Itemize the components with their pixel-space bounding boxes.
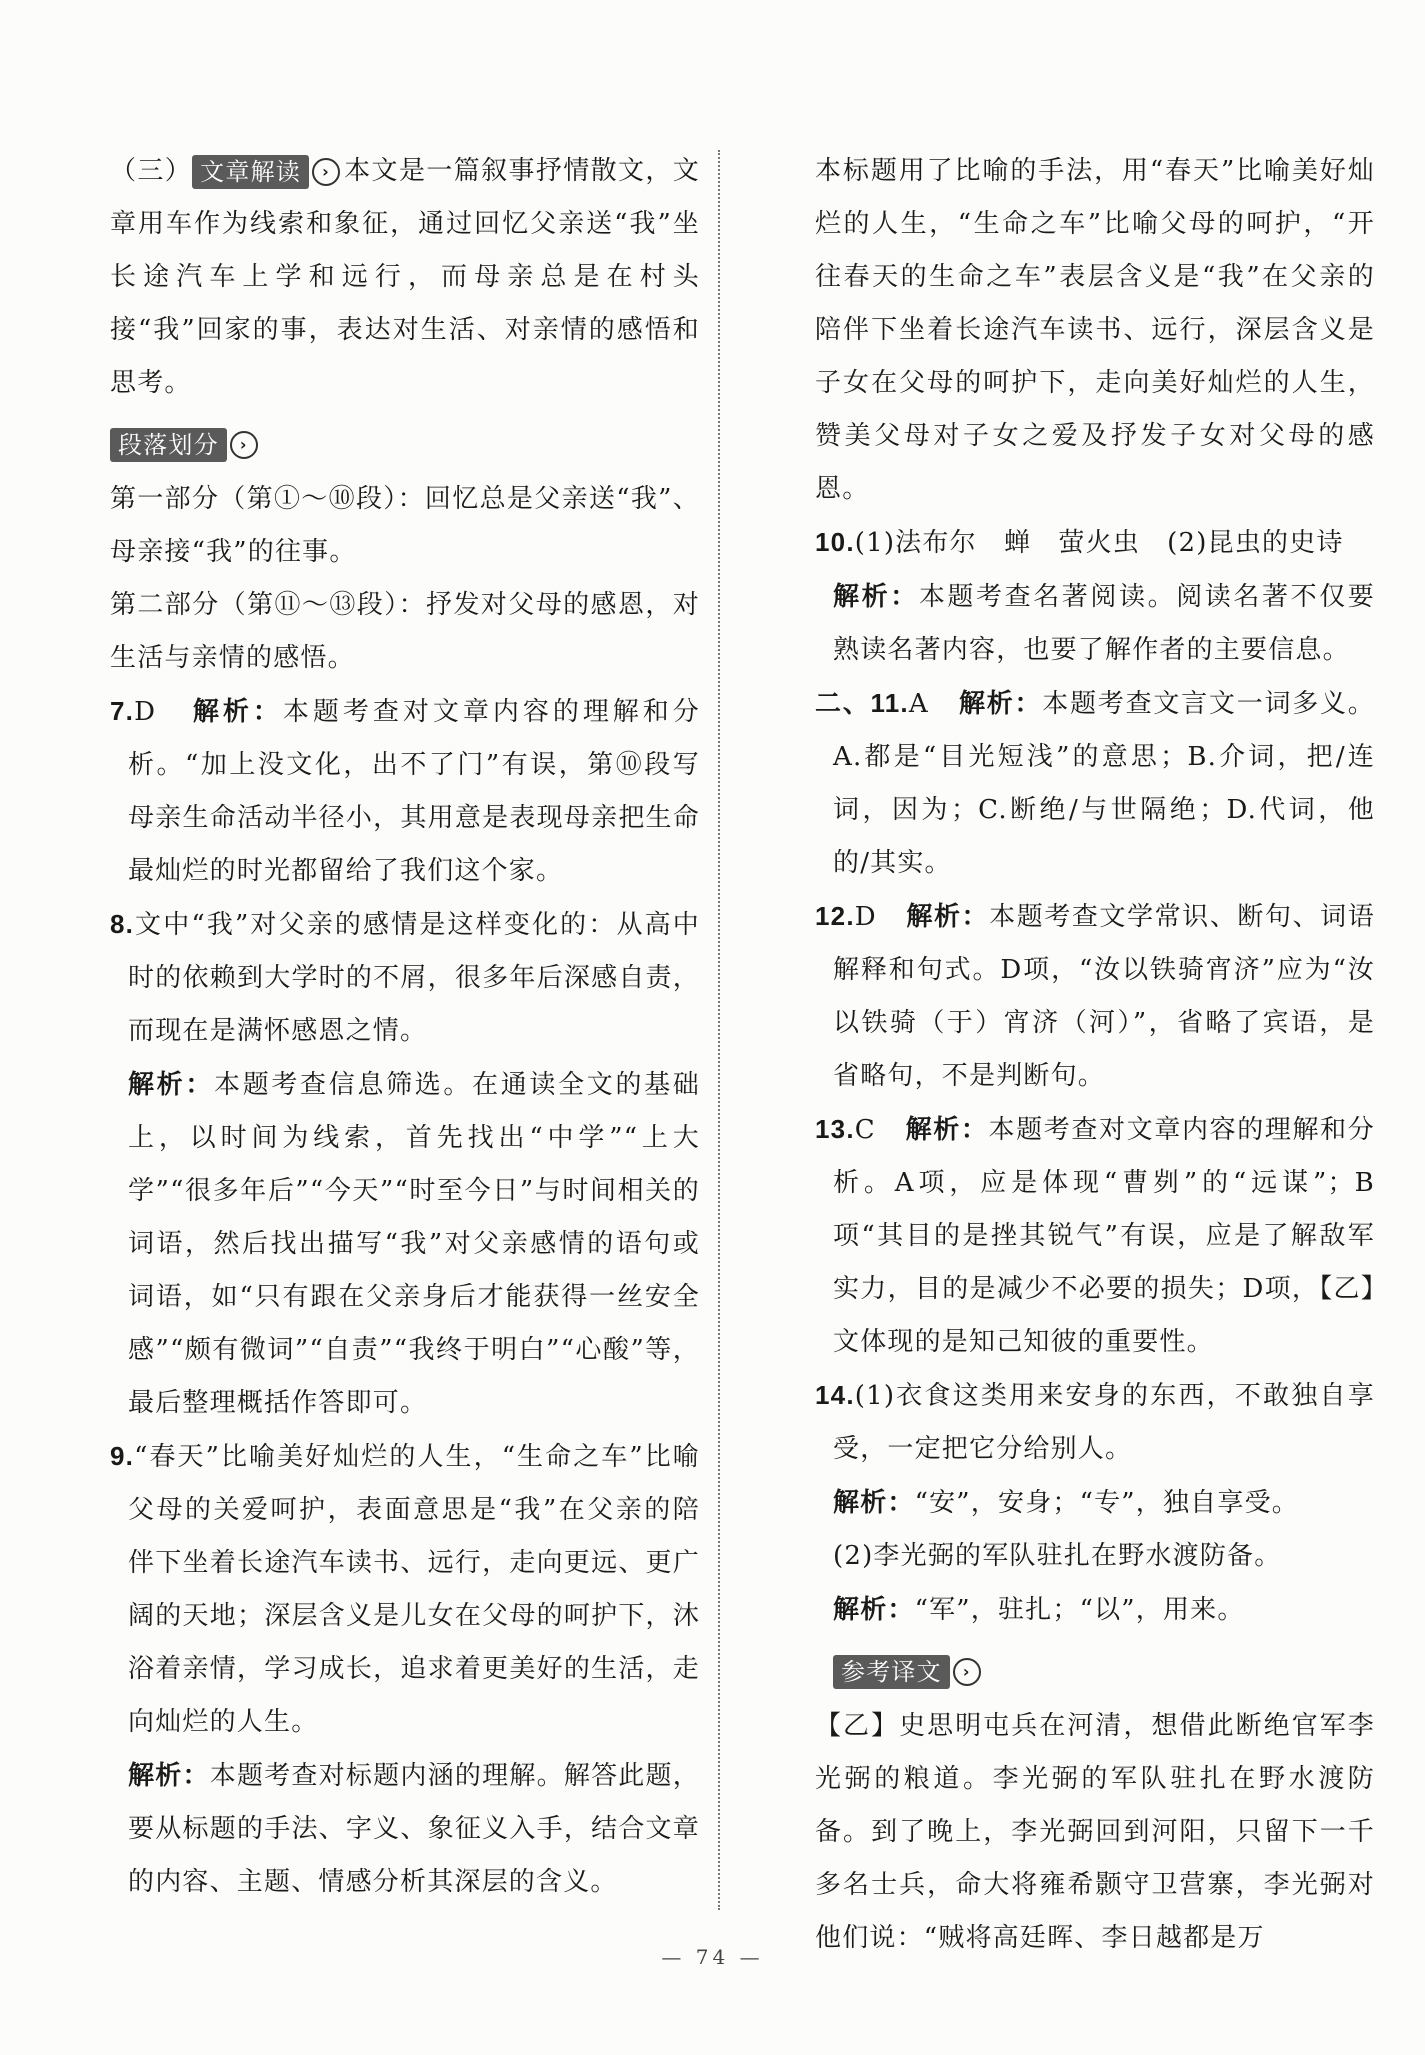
analysis-label: 解析： [128,1069,215,1099]
analysis-text: 本题考查对标题内涵的理解。解答此题，要从标题的手法、字义、象征义入手，结合文章的内容、主题、情感分析其深层的含义。 [128,1761,700,1897]
left-column [110,145,700,1909]
analysis-label: 解析： [833,1487,915,1517]
analysis-label: 解析： [905,1114,989,1144]
question-9 [110,1430,700,1749]
question-14-analysis-a [815,1476,1375,1530]
article-reading-tag: 文章解读 [192,155,309,189]
question-number: 9. [110,1441,135,1471]
question-number: 8. [110,909,135,939]
analysis-label: 解析： [128,1760,210,1790]
question-14 [815,1369,1375,1476]
right-column [815,145,1375,1965]
analysis-text: 本题考查文学常识、断句、词语解释和句式。D项，“汝以铁骑宵济”应为“汝以铁骑（于）宵济（河）”，省略了宾语，是省略句，不是判断句。 [833,902,1375,1091]
question-12 [815,890,1375,1103]
question-number: 14. [815,1380,855,1410]
question-14-analysis-b [815,1583,1375,1637]
question-number: 7. [110,696,135,726]
translation-heading [815,1645,1375,1698]
answer-text: (1)法布尔 蝉 萤火虫 (2)昆虫的史诗 [854,528,1344,558]
question-number: 10. [815,527,855,557]
answer-text: 文中“我”对父亲的感情是这样变化的：从高中时的依赖到大学时的不屑，很多年后深感自责，而现在是满怀感恩之情。 [128,910,700,1046]
question-9-continued: 本标题用了比喻的手法，用“春天”比喻美好灿烂的人生，“生命之车”比喻父母的呵护，“开往春天的生命之车”表层含义是“我”在父亲的陪伴下坐着长途汽车读书、远行，深层含义是子女在父母的呵护下，走向美好灿烂的人生，赞美父母对子女之爱及抒发子女对父母的感恩。 [815,156,1375,504]
answer-letter: C [854,1115,876,1145]
column-divider [718,150,720,1910]
question-14-part-b: (2)李光弼的军队驻扎在野水渡防备。 [833,1541,1282,1571]
analysis-label: 解析： [958,688,1043,718]
answer-letter: D [134,697,157,727]
chevron-right-icon: › [312,158,340,186]
analysis-text: 本题考查名著阅读。阅读名著不仅要熟读名著内容，也要了解作者的主要信息。 [833,582,1376,665]
section-number: 二、 [815,688,871,718]
question-number: 12. [815,901,855,931]
reference-translation-tag: 参考译文 [833,1655,950,1689]
analysis-text: 本题考查对文章内容的理解和分析。A项，应是体现“曹刿”的“远谋”；B项“其目的是挫其锐气”有误，应是了解敌军实力，目的是减少不必要的损失；D项，【乙】文体现的是知己知彼的重要性。 [833,1115,1375,1357]
question-11 [815,677,1375,890]
analysis-label: 解析： [833,581,919,611]
question-8 [110,898,700,1058]
answer-text: “春天”比喻美好灿烂的人生，“生命之车”比喻父母的关爱呵护，表面意思是“我”在父亲的陪伴下坐着长途汽车读书、远行，走向更远、更广阔的天地；深层含义是儿女在父母的呵护下，沐浴着亲情，学习成长，追求着更美好的生活，走向灿烂的人生。 [128,1442,700,1737]
question-13 [815,1103,1375,1369]
answer-letter: D [854,902,877,932]
answer-text: (1)衣食这类用来安身的东西，不敢独自享受，一定把它分给别人。 [833,1381,1375,1464]
analysis-text: 本题考查对文章内容的理解和分析。“加上没文化，出不了门”有误，第⑩段写母亲生命活动半径小，其用意是表现母亲把生命最灿烂的时光都留给了我们这个家。 [128,697,700,886]
section-3-reading [110,145,700,410]
article-reading-text: 本文是一篇叙事抒情散文，文章用车作为线索和象征，通过回忆父亲送“我”坐长途汽车上学和远行，而母亲总是在村头接“我”回家的事，表达对生活、对亲情的感悟和思考。 [110,156,700,398]
section-prefix: （三） [110,156,193,186]
question-8-analysis [110,1058,700,1430]
paragraph-division-tag: 段落划分 [110,428,227,462]
question-number: 13. [815,1114,855,1144]
question-9-analysis [110,1749,700,1909]
chevron-right-icon: › [953,1658,981,1686]
chevron-right-icon: › [230,431,258,459]
page-number: — 74 — [661,1945,764,1969]
analysis-text: 本题考查信息筛选。在通读全文的基础上，以时间为线索，首先找出“中学”“上大学”“很多年后”“今天”“时至今日”与时间相关的词语，然后找出描写“我”对父亲感情的语句或词语，如“只有跟在父亲身后才能获得一丝安全感”“颇有微词”“自责”“我终于明白”“心酸”等，最后整理概括作答即可。 [128,1070,700,1418]
question-10-analysis [815,570,1375,677]
question-10 [815,516,1375,570]
analysis-label: 解析： [192,696,283,726]
question-number: 11. [870,688,909,718]
analysis-label: 解析： [833,1594,915,1624]
question-7 [110,685,700,898]
translation-text: 【乙】史思明屯兵在河清，想借此断绝官军李光弼的粮道。李光弼的军队驻扎在野水渡防备。到了晚上，李光弼回到河阳，只留下一千多名士兵，命大将雍希颢守卫营寨，李光弼对他们说：“贼将高廷晖、李日越都是万 [815,1711,1375,1953]
analysis-text: 本题考查文言文一词多义。A.都是“目光短浅”的意思；B.介词，把/连词，因为；C.断绝/与世隔绝；D.代词，他的/其实。 [833,689,1375,878]
part-2-text: 第二部分（第⑪～⑬段）：抒发对父母的感恩，对生活与亲情的感悟。 [110,590,700,673]
analysis-text: “军”，驻扎；“以”，用来。 [914,1595,1245,1625]
analysis-label: 解析： [906,901,990,931]
paragraph-division-heading [110,418,700,471]
answer-letter: A [908,689,929,719]
analysis-text: “安”，安身；“专”，独自享受。 [914,1488,1299,1518]
part-1-text: 第一部分（第①～⑩段）：回忆总是父亲送“我”、母亲接“我”的往事。 [110,484,700,567]
